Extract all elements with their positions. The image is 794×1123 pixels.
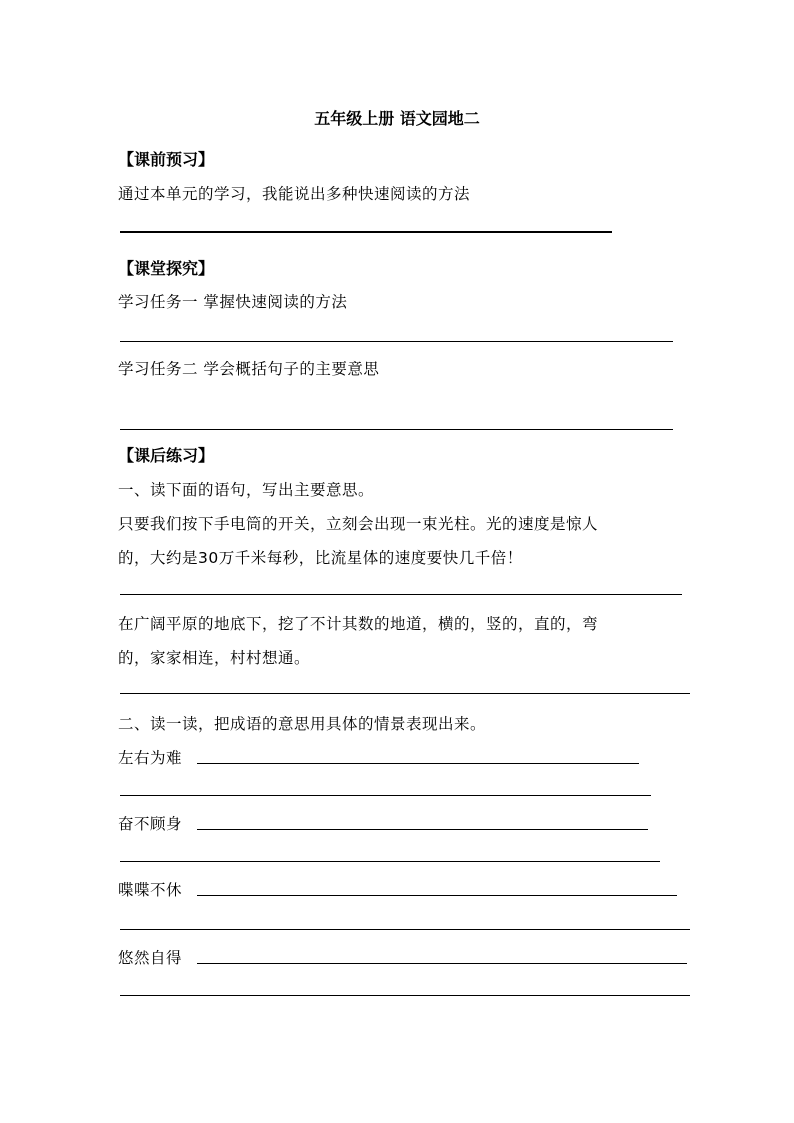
preview-prompt: 通过本单元的学习，我能说出多种快速阅读的方法 bbox=[118, 185, 471, 203]
task1-answer-line[interactable] bbox=[120, 341, 673, 342]
q1-passage1-line2: 的，大约是30万千米每秒，比流星体的速度要快几千倍！ bbox=[118, 549, 523, 567]
practice-heading: 【课后练习】 bbox=[118, 446, 215, 465]
q1-passage2-answer-line[interactable] bbox=[120, 693, 690, 694]
preview-answer-line[interactable] bbox=[120, 231, 612, 233]
page-title: 五年级上册 语文园地二 bbox=[314, 109, 480, 128]
idiom-3-label: 喋喋不休 bbox=[118, 881, 183, 899]
q1-title: 一、读下面的语句，写出主要意思。 bbox=[118, 481, 375, 499]
q1-passage2-line2: 的，家家相连，村村想通。 bbox=[118, 649, 311, 667]
q2-title: 二、读一读，把成语的意思用具体的情景表现出来。 bbox=[118, 715, 487, 733]
idiom-2-label: 奋不顾身 bbox=[118, 815, 183, 833]
idiom-1-answer-line-2[interactable] bbox=[120, 795, 651, 796]
idiom-1-label: 左右为难 bbox=[118, 749, 183, 767]
idiom-3-answer-line[interactable] bbox=[197, 895, 677, 896]
idiom-4-answer-line[interactable] bbox=[197, 963, 687, 964]
task2-text: 学习任务二 学会概括句子的主要意思 bbox=[118, 360, 380, 378]
idiom-3-answer-line-2[interactable] bbox=[120, 929, 690, 930]
task2-answer-line[interactable] bbox=[120, 429, 673, 430]
q1-passage1-answer-line[interactable] bbox=[120, 594, 682, 595]
idiom-2-answer-line[interactable] bbox=[197, 829, 648, 830]
preview-heading: 【课前预习】 bbox=[118, 150, 215, 169]
q1-passage2-line1: 在广阔平原的地底下，挖了不计其数的地道，横的，竖的，直的，弯 bbox=[118, 615, 599, 633]
idiom-4-label: 悠然自得 bbox=[118, 949, 183, 967]
task1-text: 学习任务一 掌握快速阅读的方法 bbox=[118, 293, 348, 311]
q1-passage1-line1: 只要我们按下手电筒的开关，立刻会出现一束光柱。光的速度是惊人 bbox=[118, 515, 599, 533]
explore-heading: 【课堂探究】 bbox=[118, 259, 215, 278]
idiom-4-answer-line-2[interactable] bbox=[120, 995, 690, 996]
idiom-1-answer-line[interactable] bbox=[197, 763, 639, 764]
idiom-2-answer-line-2[interactable] bbox=[120, 861, 660, 862]
